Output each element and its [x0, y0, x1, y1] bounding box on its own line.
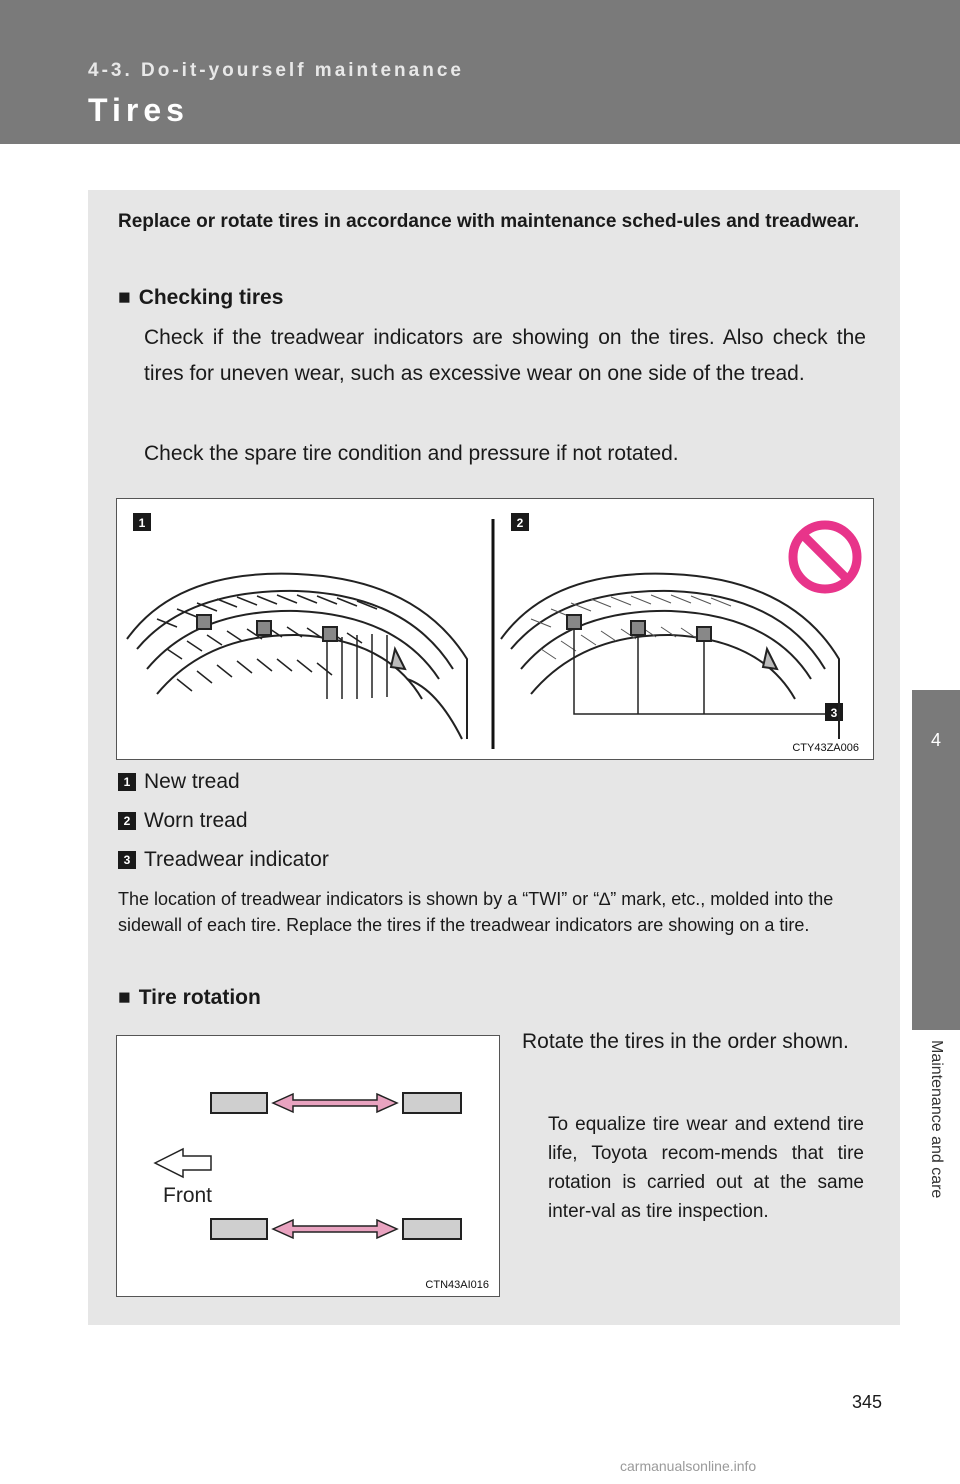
figure2-code: CTN43AI016: [425, 1279, 489, 1291]
figure1-code: CTY43ZA006: [792, 742, 859, 754]
chapter-label: Maintenance and care: [928, 1040, 945, 1199]
legend-badge: 2: [118, 812, 136, 830]
legend-item: [118, 848, 329, 872]
page-number: 345: [852, 1392, 883, 1412]
intro-text: Replace or rotate tires in accordance with maintenance sched-ules and treadwear.: [118, 211, 860, 232]
rotation-detail: To equalize tire wear and extend tire life, Toyota recom-mends that tire rotation is carried out at the same inter-val as tire inspection.: [548, 1114, 864, 1222]
rotation-lead: Rotate the tires in the order shown.: [522, 1030, 849, 1053]
legend-label: Worn tread: [144, 809, 248, 832]
legend-item: [118, 809, 248, 833]
badge-1-text: 1: [138, 516, 146, 530]
legend-label: Treadwear indicator: [144, 848, 329, 871]
checking-heading-text: Checking tires: [138, 286, 284, 309]
badge-2-text: 2: [516, 516, 524, 530]
section-title: 4-3. Do-it-yourself maintenance: [88, 60, 464, 81]
chapter-number: 4: [930, 730, 941, 750]
page-header: [0, 0, 960, 144]
new-tread-tire-icon: [127, 574, 467, 739]
heading-bullet: ■: [118, 986, 131, 1009]
rotation-heading: [118, 986, 261, 1010]
worn-tread-tire-icon: [501, 574, 839, 739]
tire-rear-right-icon: [403, 1219, 461, 1239]
chapter-label-wrap: [912, 1040, 960, 1300]
prohibition-icon: [793, 525, 857, 589]
watermark: carmanualsonline.info: [620, 1458, 757, 1474]
legend-badge: 3: [118, 851, 136, 869]
legend-badge: 1: [118, 773, 136, 791]
swap-arrow-rear-icon: [273, 1220, 397, 1238]
badge-3-text: 3: [830, 706, 838, 720]
rotation-heading-text: Tire rotation: [138, 986, 261, 1009]
checking-paragraph-2: Check the spare tire condition and pressure if not rotated.: [144, 442, 679, 465]
tire-front-right-icon: [403, 1093, 461, 1113]
rotation-illustration: [117, 1036, 499, 1296]
chapter-tab[interactable]: [912, 690, 960, 1030]
tread-illustration: [117, 499, 873, 759]
front-direction-arrow-icon: [155, 1149, 211, 1177]
heading-bullet: ■: [118, 286, 131, 309]
treadwear-note: The location of treadwear indicators is shown by a “TWI” or “∆” mark, etc., molded into the sidewall of each tire. Replace the tires if the treadwear indicators are showing on a tire.: [118, 889, 834, 935]
swap-arrow-front-icon: [273, 1094, 397, 1112]
legend-item: [118, 770, 240, 794]
checking-paragraph-1: Check if the treadwear indicators are showing on the tires. Also check the tires for uneven wear, such as excessive wear on one side of the tread.: [144, 326, 866, 385]
tire-rear-left-icon: [211, 1219, 267, 1239]
rotation-figure: [116, 1035, 500, 1297]
front-label: Front: [163, 1184, 213, 1207]
tread-figure: [116, 498, 874, 760]
tire-front-left-icon: [211, 1093, 267, 1113]
checking-heading: [118, 286, 283, 310]
legend-label: New tread: [144, 770, 240, 793]
page-title: Tires: [88, 92, 189, 128]
